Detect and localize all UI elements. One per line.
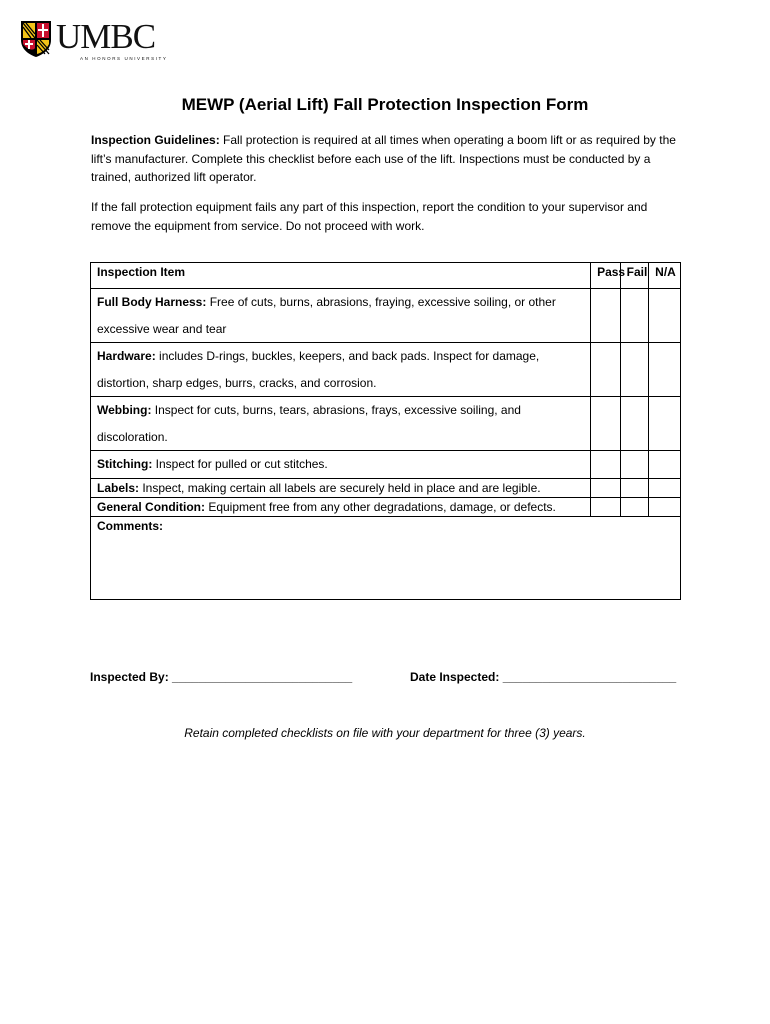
- item-webbing: [91, 397, 591, 451]
- item-hardware: [91, 343, 591, 397]
- comments-label: Comments:: [97, 518, 164, 533]
- logo-tagline: AN HONORS UNIVERSITY: [80, 56, 168, 61]
- inspected-by-field[interactable]: Inspected By: ___________________________: [90, 670, 353, 684]
- date-inspected-field[interactable]: Date Inspected: __________________________: [410, 670, 677, 684]
- na-checkbox-cell[interactable]: [649, 397, 681, 451]
- fail-checkbox-cell[interactable]: [620, 289, 649, 343]
- retain-note: Retain completed checklists on file with your department for three (3) years.: [184, 726, 586, 740]
- header-na: N/A: [649, 263, 681, 289]
- fail-checkbox-cell[interactable]: [620, 497, 649, 516]
- fail-checkbox-cell[interactable]: [620, 343, 649, 397]
- item-label: General Condition:: [97, 499, 205, 514]
- fail-checkbox-cell[interactable]: [620, 478, 649, 497]
- table-row: [91, 451, 681, 479]
- header-pass: Pass: [591, 263, 621, 289]
- fail-checkbox-cell[interactable]: [620, 451, 649, 479]
- item-text: Inspect for pulled or cut stitches.: [152, 457, 328, 471]
- pass-checkbox-cell[interactable]: [591, 343, 621, 397]
- umbc-logo: [20, 17, 168, 62]
- failure-note: If the fall protection equipment fails any part of this inspection, report the condition to your supervisor and remove the equipment from service. Do not proceed with work.: [91, 200, 648, 233]
- item-text: includes D-rings, buckles, keepers, and back pads. Inspect for damage, distortion, sharp edges, burrs, cracks, and corrosion.: [97, 349, 540, 390]
- na-checkbox-cell[interactable]: [649, 289, 681, 343]
- table-row: [91, 478, 681, 497]
- pass-checkbox-cell[interactable]: [591, 478, 621, 497]
- inspection-guidelines: [91, 131, 681, 187]
- pass-checkbox-cell[interactable]: [591, 289, 621, 343]
- table-header-row: [91, 263, 681, 289]
- item-full-body-harness: [91, 289, 591, 343]
- header-fail: Fail: [620, 263, 649, 289]
- na-checkbox-cell[interactable]: [649, 343, 681, 397]
- table-row: [91, 289, 681, 343]
- na-checkbox-cell[interactable]: [649, 478, 681, 497]
- table-row: [91, 343, 681, 397]
- item-label: Webbing:: [97, 403, 152, 417]
- guidelines-text: Fall protection is required at all times when operating a boom lift or as required by the lift’s manufacturer. Complete this checklist before each use of the lift. Inspections must be conducted by a trained, authorized lift operator.: [91, 133, 676, 184]
- item-labels: [91, 478, 591, 497]
- item-label: Stitching:: [97, 457, 153, 471]
- item-label: Labels:: [97, 480, 140, 495]
- item-general-condition: [91, 497, 591, 516]
- comments-row: [91, 516, 681, 599]
- pass-checkbox-cell[interactable]: [591, 397, 621, 451]
- pass-checkbox-cell[interactable]: [591, 451, 621, 479]
- item-text: Free of cuts, burns, abrasions, fraying, excessive soiling, or other excessive wear and tear: [97, 295, 556, 336]
- table-row: [91, 497, 681, 516]
- item-label: Hardware:: [97, 349, 156, 363]
- pass-checkbox-cell[interactable]: [591, 497, 621, 516]
- comments-field[interactable]: [91, 516, 681, 599]
- fail-checkbox-cell[interactable]: [620, 397, 649, 451]
- na-checkbox-cell[interactable]: [649, 497, 681, 516]
- signature-line: [90, 670, 690, 684]
- item-text: Inspect for cuts, burns, tears, abrasions, frays, excessive soiling, and discoloration.: [97, 403, 521, 444]
- logo-wordmark: UMBC: [56, 17, 156, 56]
- na-checkbox-cell[interactable]: [649, 451, 681, 479]
- item-text: Inspect, making certain all labels are securely held in place and are legible.: [139, 480, 541, 495]
- table-row: [91, 397, 681, 451]
- item-text: Equipment free from any other degradations, damage, or defects.: [205, 499, 556, 514]
- header-inspection-item: Inspection Item: [91, 263, 591, 289]
- maryland-shield-icon: [20, 20, 52, 58]
- guidelines-label: Inspection Guidelines:: [91, 133, 220, 147]
- inspection-table: [90, 262, 681, 600]
- form-title: MEWP (Aerial Lift) Fall Protection Inspection Form: [181, 95, 589, 114]
- item-label: Full Body Harness:: [97, 295, 207, 309]
- item-stitching: [91, 451, 591, 479]
